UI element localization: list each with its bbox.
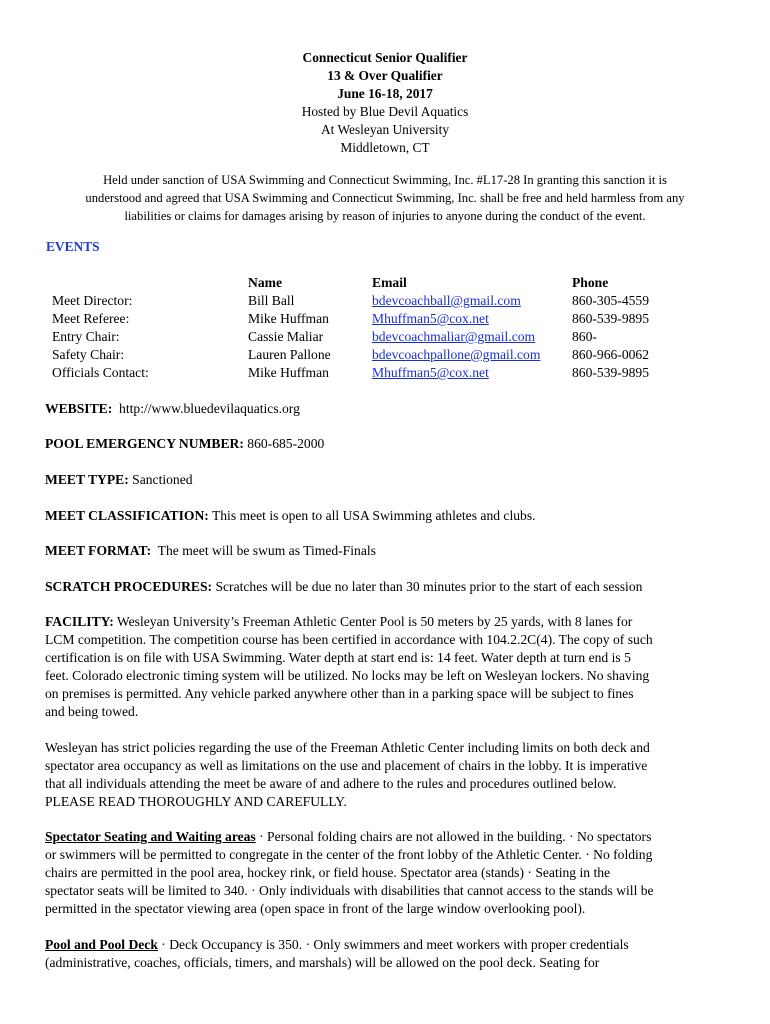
facility-label: FACILITY:	[45, 614, 114, 629]
contact-name: Mike Huffman	[248, 311, 329, 326]
contact-phone: 860-	[572, 329, 597, 344]
email-link[interactable]: Mhuffman5@cox.net	[372, 365, 489, 380]
facility-text: Wesleyan University’s Freeman Athletic Center Pool is 50 meters by 25 yards, with 8 lanes for	[116, 614, 633, 629]
contact-name: Cassie Maliar	[248, 329, 324, 344]
facility-text: certification is on file with USA Swimming. Water depth at start end is: 14 feet. Water depth at turn end is 5	[45, 650, 631, 665]
meet-type-line	[45, 471, 725, 489]
classification-value: This meet is open to all USA Swimming athletes and clubs.	[211, 508, 536, 523]
facility-text: LCM competition. The competition course has been certified in accordance with 104.2.2C(4). The copy of such	[45, 632, 653, 647]
format-value: The meet will be swum as Timed-Finals	[157, 543, 376, 558]
classification-label: MEET CLASSIFICATION:	[45, 508, 209, 523]
format-label: MEET FORMAT:	[45, 543, 152, 558]
policies-paragraph	[45, 739, 725, 811]
contacts-name-column	[248, 274, 331, 382]
meet-venue: At Wesleyan University	[320, 122, 450, 137]
sanction-statement	[48, 171, 722, 225]
policies-text: that all individuals attending the meet be aware of and adhere to the rules and procedures outlined below.	[45, 776, 617, 791]
website-url[interactable]: http://www.bluedevilaquatics.org	[119, 401, 300, 416]
email-link[interactable]: Mhuffman5@cox.net	[372, 311, 489, 326]
scratch-line	[45, 578, 725, 596]
role-label: Meet Director:	[52, 293, 133, 308]
spectator-text: · Personal folding chairs are not allowed in the building. · No spectators	[255, 829, 652, 844]
meet-header	[0, 49, 770, 157]
role-label: Officials Contact:	[52, 365, 149, 380]
scratch-value: Scratches will be due no later than 30 minutes prior to the start of each session	[215, 579, 643, 594]
email-column-header: Email	[372, 275, 407, 290]
facility-text: and being towed.	[45, 704, 139, 719]
meet-location: Middletown, CT	[340, 140, 430, 155]
name-column-header: Name	[248, 275, 282, 290]
contact-phone: 860-539-9895	[572, 311, 650, 326]
meet-subtitle: 13 & Over Qualifier	[327, 68, 443, 83]
meet-title: Connecticut Senior Qualifier	[302, 50, 468, 65]
spectator-paragraph	[45, 828, 725, 918]
facility-paragraph	[45, 613, 725, 721]
policies-text: PLEASE READ THOROUGHLY AND CAREFULLY.	[45, 794, 347, 809]
email-link[interactable]: bdevcoachball@gmail.com	[372, 293, 521, 308]
spectator-text: chairs are permitted in the pool area, hockey rink, or field house. Spectator area (stands) · Seating in the	[45, 865, 611, 880]
meet-dates: June 16-18, 2017	[337, 86, 433, 101]
pool-deck-heading: Pool and Pool Deck	[45, 937, 158, 952]
format-line	[45, 542, 725, 560]
facility-text: on premises is permitted. Any vehicle parked anywhere other than in a parking space will be subject to fines	[45, 686, 634, 701]
contact-phone: 860-539-9895	[572, 365, 650, 380]
email-link[interactable]: bdevcoachmaliar@gmail.com	[372, 329, 536, 344]
events-heading: EVENTS	[46, 239, 100, 254]
role-label: Safety Chair:	[52, 347, 125, 362]
facility-text: feet. Colorado electronic timing system will be utilized. No locks may be left on Wesleyan lockers. No shaving	[45, 668, 650, 683]
meet-host: Hosted by Blue Devil Aquatics	[301, 104, 469, 119]
policies-text: spectator area occupancy as well as limitations on the use and placement of chairs in the lobby. It is imperative	[45, 758, 648, 773]
contact-phone: 860-966-0062	[572, 347, 650, 362]
spectator-text: or swimmers will be permitted to congregate in the center of the front lobby of the Athletic Center. · No folding	[45, 847, 653, 862]
contacts-phone-column	[572, 274, 649, 382]
contacts-email-column	[372, 274, 540, 382]
meet-type-value: Sanctioned	[132, 472, 193, 487]
contact-name: Bill Ball	[248, 293, 295, 308]
pool-deck-paragraph	[45, 936, 725, 972]
role-label: Entry Chair:	[52, 329, 120, 344]
scratch-label: SCRATCH PROCEDURES:	[45, 579, 213, 594]
phone-column-header: Phone	[572, 275, 609, 290]
sanction-line: Held under sanction of USA Swimming and Connecticut Swimming, Inc. #L17-28 In granting this sanction it is	[103, 173, 667, 187]
spectator-text: spectator seats will be limited to 340. · Only individuals with disabilities that cannot access to the stands will be	[45, 883, 654, 898]
contact-phone: 860-305-4559	[572, 293, 650, 308]
website-line	[45, 400, 725, 418]
spectator-heading: Spectator Seating and Waiting areas	[45, 829, 256, 844]
contacts-role-column	[52, 274, 149, 382]
meet-type-label: MEET TYPE:	[45, 472, 129, 487]
pool-deck-text: · Deck Occupancy is 350. · Only swimmers and meet workers with proper credentials	[157, 937, 629, 952]
sanction-line: liabilities or claims for damages arising by reason of injuries to anyone during the conduct of the event.	[124, 209, 646, 223]
website-label: WEBSITE:	[45, 401, 113, 416]
spectator-text: permitted in the spectator viewing area (open space in front of the large window overlooking pool).	[45, 901, 586, 916]
emergency-label: POOL EMERGENCY NUMBER:	[45, 436, 244, 451]
contact-name: Mike Huffman	[248, 365, 329, 380]
sanction-line: understood and agreed that USA Swimming and Connecticut Swimming, Inc. shall be free and held harmless from any	[85, 191, 685, 205]
email-link[interactable]: bdevcoachpallone@gmail.com	[372, 347, 541, 362]
policies-text: Wesleyan has strict policies regarding the use of the Freeman Athletic Center including limits on both deck and	[45, 740, 650, 755]
contact-name: Lauren Pallone	[248, 347, 331, 362]
emergency-line	[45, 435, 725, 453]
role-label: Meet Referee:	[52, 311, 130, 326]
classification-line	[45, 507, 725, 525]
pool-deck-text: (administrative, coaches, officials, timers, and marshals) will be allowed on the pool deck. Seating for	[45, 955, 600, 970]
emergency-number: 860-685-2000	[247, 436, 325, 451]
